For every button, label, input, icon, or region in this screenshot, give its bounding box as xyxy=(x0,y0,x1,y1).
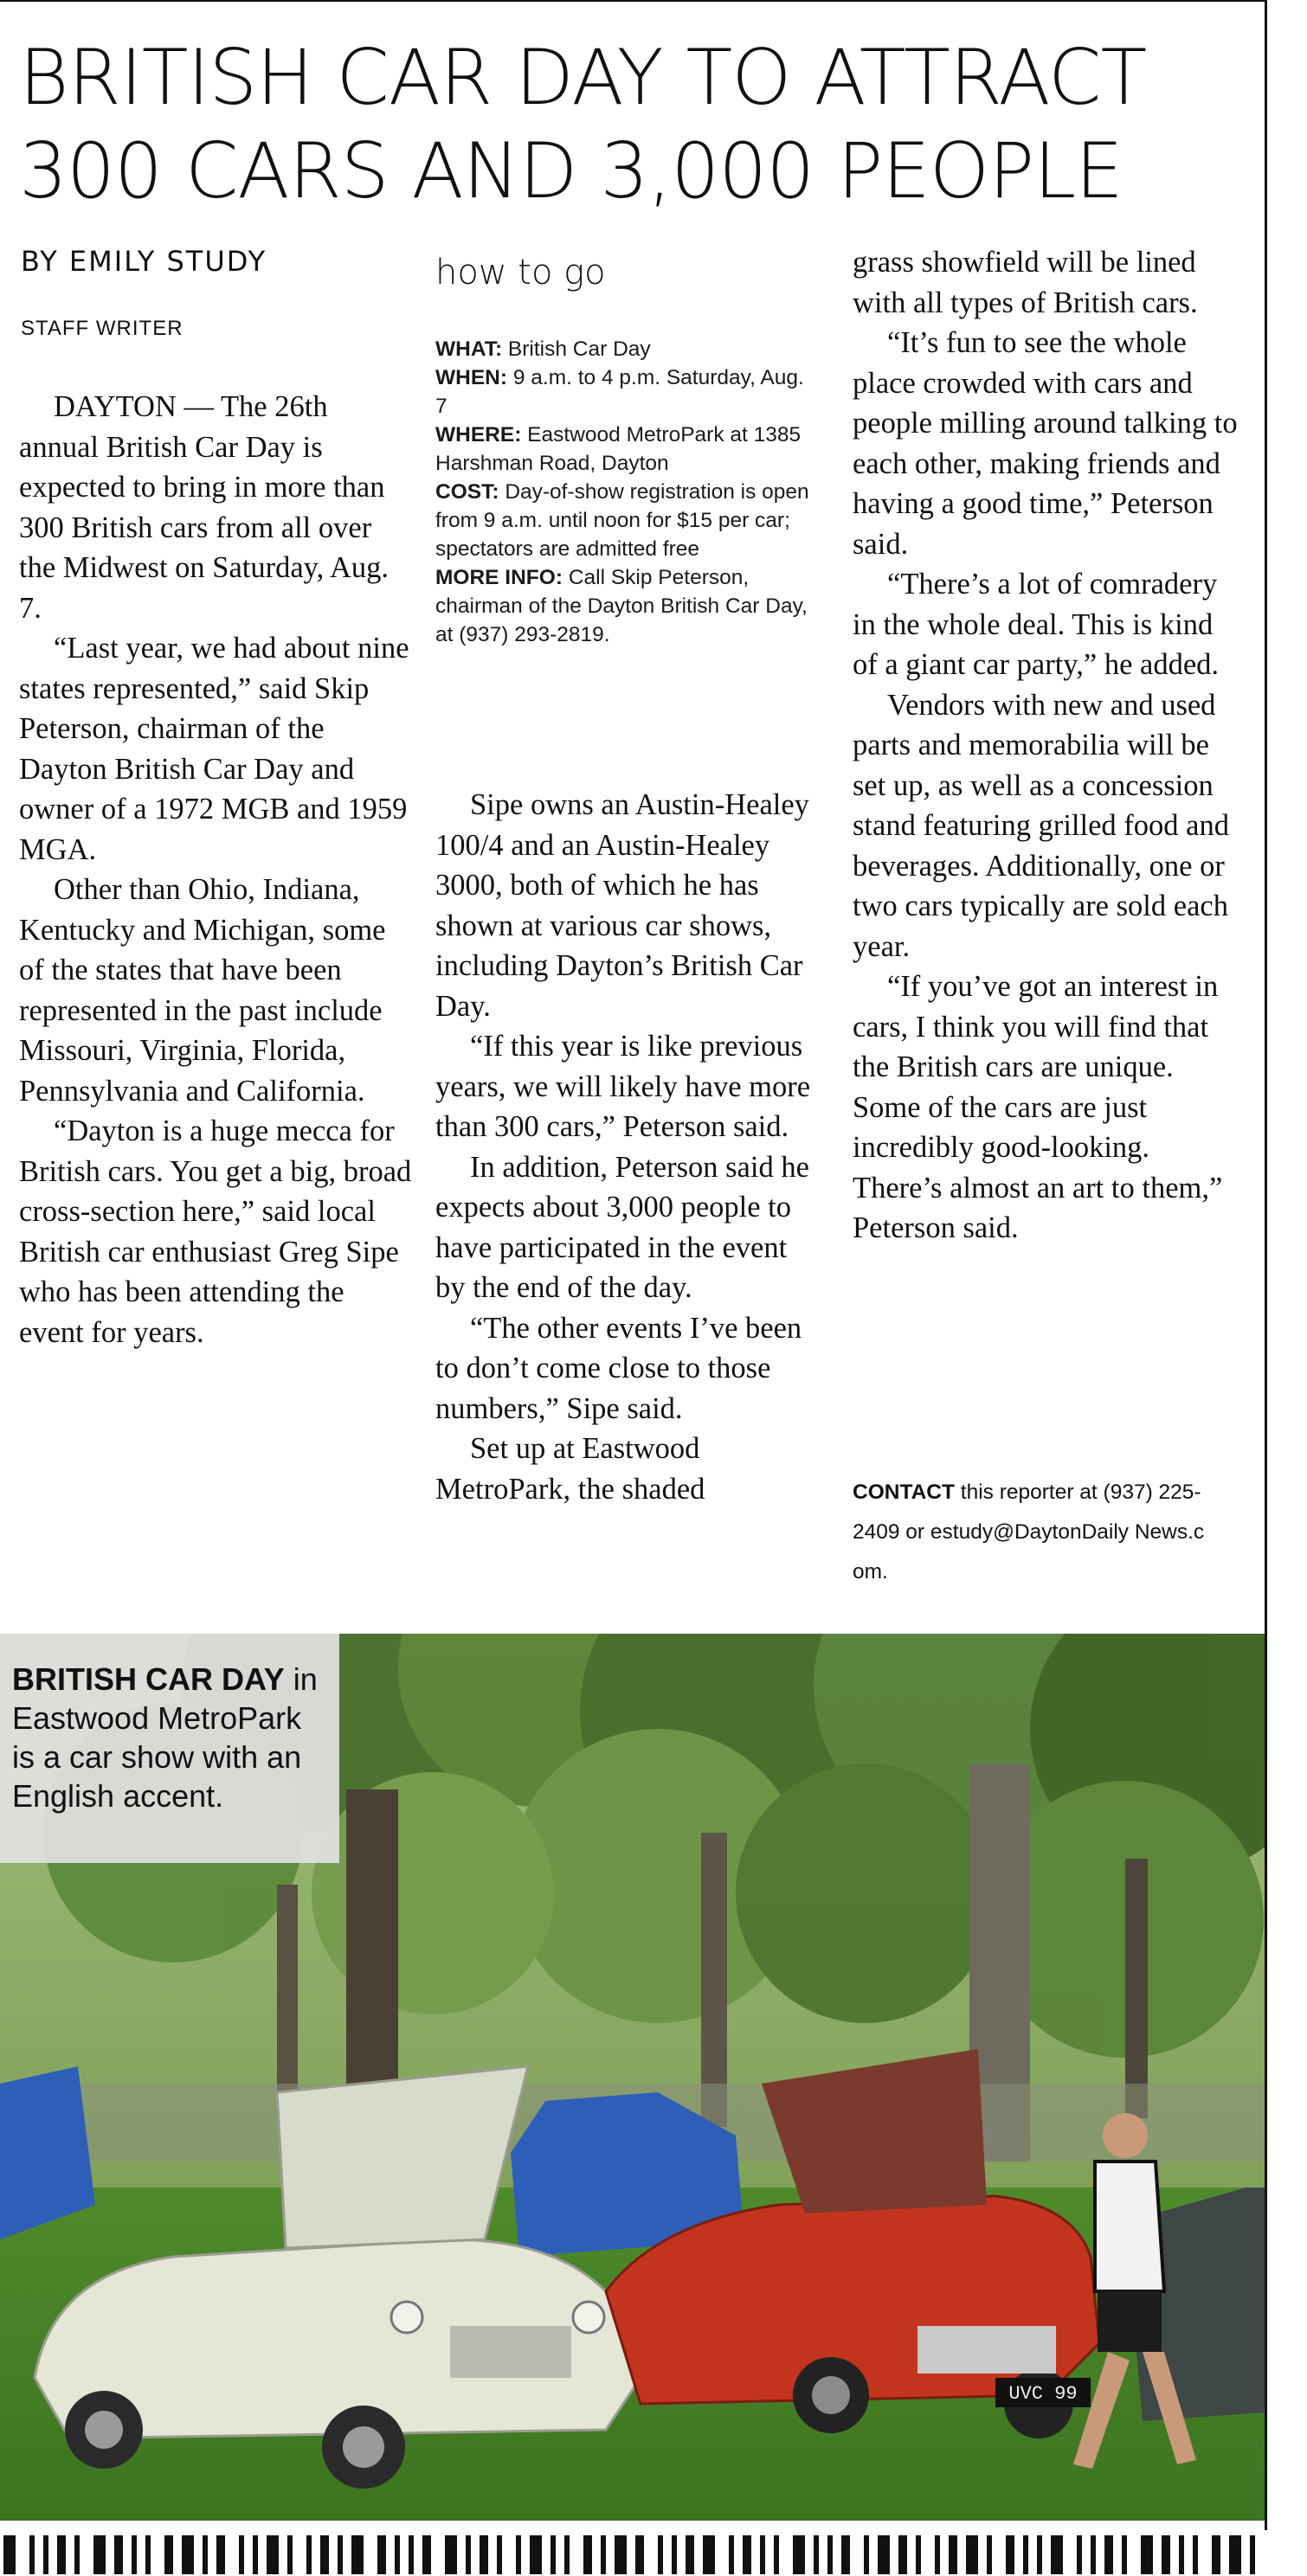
how-to-go-label: WHERE: xyxy=(435,423,522,446)
how-to-go-text: Call Skip Peterson, chairman of the Dayton British Car Day, at (937) 293-2819. xyxy=(435,566,808,646)
barcode-bar xyxy=(182,2535,194,2574)
barcode-bar xyxy=(466,2535,471,2574)
barcode-bar xyxy=(1229,2535,1241,2574)
license-plate: UVC 99 xyxy=(1008,2383,1078,2405)
barcode-bar xyxy=(916,2535,921,2574)
barcode-bar xyxy=(1141,2535,1153,2574)
headline xyxy=(19,31,1248,218)
barcode-bar xyxy=(377,2535,386,2574)
barcode-bar xyxy=(287,2535,293,2574)
barcode-bar xyxy=(351,2535,364,2574)
barcode-bar xyxy=(29,2535,35,2574)
paragraph: “The other events I’ve been to don’t come close to those numbers,” Sipe said. xyxy=(435,1311,802,1425)
barcode-bar xyxy=(74,2535,80,2574)
barcode-bar xyxy=(601,2535,606,2574)
barcode-bar xyxy=(814,2535,819,2574)
barcode-bar xyxy=(1162,2535,1170,2574)
paragraph: DAYTON — The 26th annual British Car Day is expected to bring in more than 300 British cars from all over the Midwest on Saturday, Aug. 7. xyxy=(19,390,390,625)
paragraph: Other than Ohio, Indiana, Kentucky and Michigan, some of the states that have been represented in the past include Missouri, Virginia, Florida, Pennsylvania and California. xyxy=(19,873,386,1108)
paragraph: In addition, Peterson said he expects about 3,000 people to have participated in the event by the end of the day. xyxy=(435,1150,809,1304)
headline-line-2: 300 CARS AND 3,000 PEOPLE xyxy=(19,126,1123,215)
photo-caption xyxy=(0,1634,339,1863)
barcode-bar xyxy=(253,2535,258,2574)
barcode-bar xyxy=(864,2535,869,2574)
byline-role: STAFF WRITER xyxy=(21,317,183,340)
paragraph: “If this year is like previous years, we will likely have more than 300 cars,” Peterson said. xyxy=(435,1030,811,1143)
how-to-go-item xyxy=(435,478,821,563)
barcode-bar xyxy=(966,2535,978,2574)
barcode-bar xyxy=(1212,2535,1220,2574)
how-to-go-text: British Car Day xyxy=(507,337,651,361)
barcode-bar xyxy=(1193,2535,1198,2574)
barcode-bar xyxy=(1077,2535,1082,2574)
how-to-go-item xyxy=(435,363,821,421)
barcode-bar xyxy=(827,2535,833,2574)
paragraph: “It’s fun to see the whole place crowded with cars and people milling around talking to each other, making friends and having a good time,” Peterson said. xyxy=(853,326,1238,561)
contact-text: this reporter at (937) 225-2409 or estudy@DaytonDaily News.c om. xyxy=(853,1481,1205,1584)
barcode-bar xyxy=(987,2535,992,2574)
barcode-bar xyxy=(672,2535,677,2574)
barcode-bar xyxy=(338,2535,343,2574)
how-to-go-label: WHEN: xyxy=(435,366,508,389)
contact-line xyxy=(853,1473,1242,1592)
barcode-bar xyxy=(306,2535,312,2574)
article-column-2 xyxy=(435,785,816,1509)
barcode-bar xyxy=(1250,2535,1255,2574)
barcode-bar xyxy=(164,2535,173,2574)
barcode-bar xyxy=(564,2535,570,2574)
barcode-bar xyxy=(841,2535,850,2574)
barcode-bar xyxy=(1051,2535,1063,2574)
barcode-bar xyxy=(1006,2535,1014,2574)
how-to-go-label: COST: xyxy=(435,480,499,504)
barcode-bar xyxy=(216,2535,225,2574)
how-to-go-title: how to go xyxy=(435,253,606,292)
barcode-bar xyxy=(409,2535,414,2574)
barcode-bar xyxy=(1104,2535,1113,2574)
barcode-bar xyxy=(583,2535,592,2574)
contact-label: CONTACT xyxy=(853,1481,955,1504)
how-to-go-label: WHAT: xyxy=(435,337,503,361)
barcode-bar xyxy=(1122,2535,1127,2574)
article-column-1 xyxy=(19,387,413,1352)
barcode-bar xyxy=(550,2535,556,2574)
barcode-bar xyxy=(1023,2535,1028,2574)
paragraph: “There’s a lot of comradery in the whole deal. This is kind of a giant car party,” he added. xyxy=(853,568,1220,681)
barcode-bar xyxy=(1037,2535,1042,2574)
how-to-go-item xyxy=(435,335,821,363)
barcode-bar xyxy=(497,2535,502,2574)
barcode-bar xyxy=(635,2535,644,2574)
paragraph: “Dayton is a huge mecca for British cars. You get a big, broad cross-section here,” said local British car enthusiast Greg Sipe who has been attending the event for years. xyxy=(19,1115,412,1349)
barcode-bar xyxy=(793,2535,805,2574)
article-column-3 xyxy=(853,242,1242,1249)
barcode-bar xyxy=(422,2535,431,2574)
barcode-bar xyxy=(935,2535,940,2574)
barcode-bar xyxy=(43,2535,48,2574)
how-to-go-item xyxy=(435,563,821,649)
barcode-bar xyxy=(743,2535,751,2574)
barcode-bar xyxy=(516,2535,521,2574)
barcode-bar xyxy=(760,2535,765,2574)
page-edge-barcode xyxy=(0,2530,1267,2576)
barcode-bar xyxy=(729,2535,734,2574)
paragraph: Set up at Eastwood MetroPark, the shaded xyxy=(435,1432,705,1506)
byline: BY EMILY STUDY xyxy=(21,245,267,278)
caption-lead: BRITISH CAR DAY xyxy=(12,1661,285,1697)
barcode-bar xyxy=(480,2535,488,2574)
barcode-bar xyxy=(320,2535,329,2574)
barcode-bar xyxy=(615,2535,627,2574)
barcode-bar xyxy=(132,2535,137,2574)
barcode-bar xyxy=(145,2535,151,2574)
barcode-bar xyxy=(898,2535,907,2574)
paragraph: Vendors with new and used parts and memorabilia will be set up, as well as a concession stand featuring grilled food and beverages. Additionally, one or two cars typically are sold each year. xyxy=(853,688,1229,963)
barcode-bar xyxy=(703,2535,715,2574)
headline-line-1: BRITISH CAR DAY TO ATTRACT xyxy=(19,33,1147,122)
barcode-bar xyxy=(1091,2535,1096,2574)
how-to-go-text: Eastwood MetroPark at 1385 Harshman Road, Dayton xyxy=(435,423,802,475)
barcode-bar xyxy=(949,2535,957,2574)
caption-text: in Eastwood MetroPark is a car show with an English accent. xyxy=(12,1661,318,1814)
barcode-bar xyxy=(57,2535,66,2574)
barcode-bar xyxy=(93,2535,106,2574)
barcode-bar xyxy=(1179,2535,1184,2574)
barcode-bar xyxy=(774,2535,779,2574)
barcode-bar xyxy=(267,2535,279,2574)
barcode-bar xyxy=(203,2535,208,2574)
how-to-go-text: 9 a.m. to 4 p.m. Saturday, Aug. 7 xyxy=(435,366,804,418)
how-to-go-label: MORE INFO: xyxy=(435,566,563,589)
barcode-bar xyxy=(445,2535,457,2574)
how-to-go-box xyxy=(435,335,821,649)
paragraph: Sipe owns an Austin-Healey 100/4 and an Austin-Healey 3000, both of which he has shown at various car shows, including Dayton’s British Car Day. xyxy=(435,788,809,1023)
barcode-bar xyxy=(114,2535,123,2574)
barcode-bar xyxy=(3,2535,16,2574)
barcode-bar xyxy=(658,2535,663,2574)
barcode-bar xyxy=(530,2535,542,2574)
paragraph: grass showfield will be lined with all types of British cars. xyxy=(853,246,1198,319)
barcode-bar xyxy=(686,2535,694,2574)
how-to-go-item xyxy=(435,421,821,478)
how-to-go-text: Day-of-show registration is open from 9 a.m. until noon for $15 per car; spectators are admitted free xyxy=(435,480,809,561)
barcode-bar xyxy=(395,2535,400,2574)
paragraph: “Last year, we had about nine states represented,” said Skip Peterson, chairman of the Dayton British Car Day and owner of a 1972 MGB and 1959 MGA. xyxy=(19,632,409,866)
paragraph: “If you’ve got an interest in cars, I think you will find that the British cars are unique. Some of the cars are just incredibly good-looking. There’s almost an art to them,” Peterson said. xyxy=(853,970,1223,1244)
barcode-bar xyxy=(239,2535,244,2574)
barcode-bar xyxy=(878,2535,890,2574)
